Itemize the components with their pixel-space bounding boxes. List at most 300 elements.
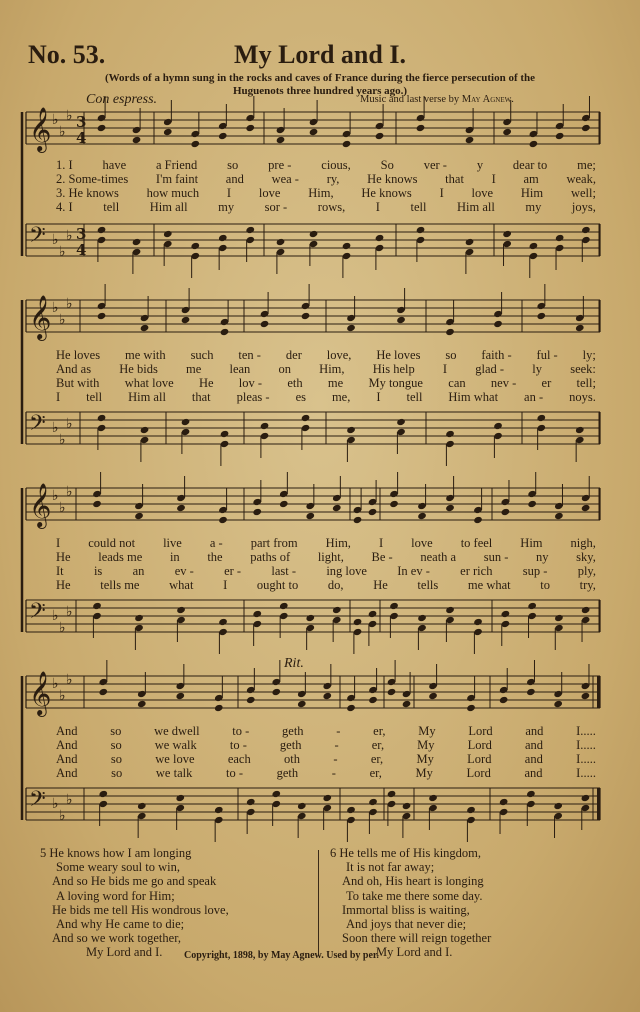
note-head xyxy=(466,704,476,712)
lyric-syllable: er, xyxy=(370,752,384,766)
note-head xyxy=(581,794,591,802)
time-signature-top: 3 xyxy=(76,113,87,131)
lyric-syllable: er, xyxy=(373,724,386,738)
lyric-syllable: Him all xyxy=(149,200,188,214)
lyric-syllable: such xyxy=(190,348,214,362)
lyric-syllable: that xyxy=(445,172,464,186)
lyric-syllable: sky, xyxy=(576,550,596,564)
lyric-syllable: and xyxy=(524,738,544,752)
verse-line: My Lord and I. xyxy=(376,945,453,960)
lyric-line xyxy=(56,724,596,738)
treble-clef: 𝄞 xyxy=(29,483,52,527)
lyric-syllable: do, xyxy=(327,578,344,592)
note-head xyxy=(181,418,191,426)
lyric-syllable: ten - xyxy=(238,348,261,362)
note-head xyxy=(346,324,356,332)
note-head xyxy=(368,696,378,704)
lyric-syllable: an xyxy=(132,564,145,578)
lyric-syllable: Him, xyxy=(325,536,351,550)
note-head xyxy=(368,610,378,618)
lyric-syllable: y xyxy=(476,158,484,172)
lyric-syllable: so xyxy=(227,158,239,172)
lyric-syllable: I xyxy=(491,172,496,186)
note-head xyxy=(220,430,230,438)
lyric-syllable: live xyxy=(163,536,182,550)
lyric-line xyxy=(56,766,596,780)
flat-sign: ♭ xyxy=(59,688,66,704)
note-head xyxy=(214,704,224,712)
tempo-marking: Con espress. xyxy=(86,92,158,107)
note-head xyxy=(445,430,455,438)
lyric-syllable: leads me xyxy=(98,550,143,564)
note-head xyxy=(499,798,509,806)
lyric-syllable: we walk xyxy=(154,738,197,752)
lyric-syllable: ny xyxy=(536,550,549,564)
hymn-number: No. 53. xyxy=(28,40,106,69)
lyric-line xyxy=(56,550,596,564)
lyric-line xyxy=(56,376,596,390)
lyric-syllable: He xyxy=(373,578,388,592)
flat-sign: ♭ xyxy=(66,108,73,124)
note-head xyxy=(526,688,536,696)
note-head xyxy=(473,618,483,626)
lyric-syllable: I..... xyxy=(576,752,596,766)
note-head xyxy=(445,328,455,336)
lyric-syllable: paths of xyxy=(250,550,291,564)
lyric-syllable: He loves xyxy=(56,348,101,362)
note-head xyxy=(332,606,342,614)
lyric-syllable: tell xyxy=(103,200,120,214)
note-head xyxy=(575,324,585,332)
note-head xyxy=(301,414,311,422)
verse-line: 5 He knows how I am longing xyxy=(40,846,192,860)
lyric-syllable: part from xyxy=(250,536,298,550)
note-head xyxy=(134,614,144,622)
lyric-line xyxy=(56,158,596,172)
lyric-syllable: how much xyxy=(146,186,200,200)
note-head xyxy=(132,136,142,144)
treble-clef: 𝄞 xyxy=(29,107,52,151)
lyric-syllable: we talk xyxy=(155,766,193,780)
note-head xyxy=(375,132,385,140)
note-head xyxy=(190,242,200,250)
note-head xyxy=(396,418,406,426)
lyric-syllable: I xyxy=(376,390,381,404)
lyric-syllable: to - xyxy=(225,766,243,780)
note-head xyxy=(245,226,255,234)
lyric-syllable: sor - xyxy=(264,200,288,214)
lyric-syllable: er rich xyxy=(460,564,493,578)
lyric-syllable: He knows xyxy=(361,186,412,200)
lyric-syllable: to feel xyxy=(460,536,493,550)
lyric-syllable: love xyxy=(258,186,281,200)
note-head xyxy=(301,312,311,320)
note-head xyxy=(445,504,455,512)
lyric-syllable: - xyxy=(334,738,339,752)
lyric-syllable: I xyxy=(223,578,228,592)
lyric-syllable: me, xyxy=(331,390,351,404)
note-head xyxy=(245,124,255,132)
note-head xyxy=(134,512,144,520)
lyric-syllable: wea - xyxy=(271,172,299,186)
note-head xyxy=(581,504,591,512)
lyric-syllable: tells xyxy=(417,578,439,592)
lyric-syllable: tell; xyxy=(576,376,596,390)
lyric-syllable: ly; xyxy=(582,348,596,362)
verse-line: Some weary soul to win, xyxy=(56,860,180,875)
lyric-syllable: nigh, xyxy=(570,536,596,550)
note-head xyxy=(526,790,536,798)
lyric-syllable: last - xyxy=(271,564,297,578)
flat-sign: ♭ xyxy=(52,796,59,812)
lyric-syllable: my xyxy=(218,200,235,214)
note-head xyxy=(276,238,286,246)
note-head xyxy=(501,610,511,618)
lyric-syllable: Him xyxy=(520,186,544,200)
note-head xyxy=(271,790,281,798)
lyric-syllable: er, xyxy=(371,738,385,752)
lyric-syllable: I xyxy=(439,186,444,200)
note-head xyxy=(98,688,108,696)
lyric-syllable: we love xyxy=(155,752,195,766)
hymn-title: My Lord and I. xyxy=(234,40,406,69)
note-head xyxy=(466,806,476,814)
flat-sign: ♭ xyxy=(52,420,59,436)
lyric-syllable: I..... xyxy=(576,724,596,738)
lyric-syllable: Lord xyxy=(468,724,493,738)
lyric-syllable: ing love xyxy=(326,564,367,578)
flat-sign: ♭ xyxy=(52,112,59,128)
lyric-syllable: we dwell xyxy=(154,724,200,738)
lyric-syllable: try, xyxy=(579,578,596,592)
note-head xyxy=(502,128,512,136)
lyric-syllable: 4. I xyxy=(56,200,73,214)
lyric-line xyxy=(56,362,596,376)
flat-sign: ♭ xyxy=(52,676,59,692)
lyric-syllable: He xyxy=(56,578,71,592)
note-head xyxy=(527,500,537,508)
verse-line: And joys that never die; xyxy=(346,917,467,932)
lyric-syllable: eth xyxy=(287,376,303,390)
note-head xyxy=(175,794,185,802)
lyric-syllable: lean xyxy=(229,362,251,376)
final-bar xyxy=(597,676,600,708)
lyric-syllable: geth xyxy=(279,738,302,752)
lyric-syllable: ly xyxy=(532,362,543,376)
verse-line: And so He bids me go and speak xyxy=(52,874,217,889)
flat-sign: ♭ xyxy=(59,244,66,260)
lyric-syllable: er, xyxy=(369,766,382,780)
note-head xyxy=(322,794,332,802)
note-head xyxy=(246,696,256,704)
lyric-syllable: der xyxy=(285,348,302,362)
note-head xyxy=(132,238,142,246)
lyric-syllable: weak, xyxy=(566,172,596,186)
lyric-line xyxy=(56,200,596,214)
note-head xyxy=(218,618,228,626)
lyric-syllable: the xyxy=(207,550,223,564)
lyric-syllable: Him, xyxy=(308,186,334,200)
note-head xyxy=(305,512,315,520)
note-head xyxy=(416,226,426,234)
note-head xyxy=(279,602,289,610)
note-head xyxy=(346,806,356,814)
lyrics-system-1 xyxy=(56,158,596,214)
bass-clef: 𝄢 xyxy=(29,411,46,441)
note-head xyxy=(181,316,191,324)
lyric-syllable: to xyxy=(540,578,551,592)
lyric-syllable: Lord xyxy=(467,752,492,766)
note-head xyxy=(97,226,107,234)
verse-line: Soon there will reign together xyxy=(342,931,492,946)
lyric-syllable: ev - xyxy=(174,564,194,578)
lyric-syllable: It xyxy=(56,564,64,578)
note-head xyxy=(555,132,565,140)
note-head xyxy=(529,140,539,148)
note-head xyxy=(218,516,228,524)
lyric-syllable: So xyxy=(380,158,394,172)
bass-clef: 𝄢 xyxy=(29,599,46,629)
flat-sign: ♭ xyxy=(59,808,66,824)
lyric-syllable: And xyxy=(56,738,78,752)
note-head xyxy=(581,692,591,700)
lyric-syllable: so xyxy=(445,348,457,362)
note-head xyxy=(260,320,270,328)
lyric-syllable: tell xyxy=(410,200,427,214)
note-head xyxy=(218,234,228,242)
flat-sign: ♭ xyxy=(52,232,59,248)
lyrics-system-4 xyxy=(56,724,596,780)
lyric-syllable: to - xyxy=(229,738,247,752)
lyric-syllable: er - xyxy=(224,564,242,578)
note-head xyxy=(176,606,186,614)
note-head xyxy=(499,696,509,704)
lyric-syllable: er xyxy=(541,376,552,390)
lyric-syllable: Him all xyxy=(128,390,166,404)
lyric-syllable: es xyxy=(295,390,306,404)
note-head xyxy=(279,500,289,508)
lyric-syllable: But with xyxy=(56,376,100,390)
note-head xyxy=(137,802,147,810)
flat-sign: ♭ xyxy=(52,300,59,316)
lyric-syllable: in xyxy=(169,550,180,564)
note-head xyxy=(402,700,412,708)
lyric-syllable: - xyxy=(331,766,336,780)
lyric-syllable: so xyxy=(111,766,123,780)
lyric-line xyxy=(56,536,596,550)
note-head xyxy=(368,508,378,516)
flat-sign: ♭ xyxy=(59,312,66,328)
note-head xyxy=(297,802,307,810)
note-head xyxy=(554,614,564,622)
lyric-syllable: pleas - xyxy=(236,390,270,404)
note-head xyxy=(375,234,385,242)
lyric-syllable: 3. He knows xyxy=(56,186,119,200)
note-head xyxy=(553,700,563,708)
flat-sign: ♭ xyxy=(59,620,66,636)
lyric-syllable: He xyxy=(198,376,214,390)
lyric-syllable: so xyxy=(110,752,122,766)
flat-sign: ♭ xyxy=(59,124,66,140)
lyric-syllable: noys. xyxy=(569,390,596,404)
lyric-syllable: In ev - xyxy=(397,564,430,578)
note-head xyxy=(353,618,363,626)
lyric-syllable: to - xyxy=(232,724,250,738)
lyric-syllable: He bids xyxy=(119,362,158,376)
lyric-syllable: - xyxy=(336,724,341,738)
lyric-syllable: a Friend xyxy=(156,158,198,172)
lyric-syllable: ry, xyxy=(326,172,340,186)
note-head xyxy=(353,516,363,524)
lyric-syllable: geth xyxy=(276,766,299,780)
verse-line: It is not far away; xyxy=(346,860,435,875)
lyric-syllable: and xyxy=(524,766,543,780)
subtitle-line-1: (Words of a hymn sung in the rocks and caves of France during the fierce persecution of the xyxy=(104,72,536,84)
lyric-syllable: ply, xyxy=(577,564,596,578)
lyric-syllable: sun - xyxy=(483,550,509,564)
note-head xyxy=(473,516,483,524)
treble-clef: 𝄞 xyxy=(29,671,52,715)
note-head xyxy=(163,230,173,238)
note-head xyxy=(396,316,406,324)
lyric-syllable: ver - xyxy=(423,158,447,172)
lyric-syllable: love, xyxy=(326,348,352,362)
lyric-syllable: am xyxy=(523,172,539,186)
note-head xyxy=(555,234,565,242)
note-head xyxy=(387,688,397,696)
lyric-syllable: me; xyxy=(577,158,596,172)
lyric-syllable: each xyxy=(227,752,251,766)
lyric-syllable: He xyxy=(56,550,71,564)
lyric-syllable: Lord xyxy=(466,766,491,780)
note-head xyxy=(536,312,546,320)
note-head xyxy=(97,312,107,320)
verse-line: Immortal bliss is waiting, xyxy=(342,902,470,917)
lyric-syllable: Lord xyxy=(467,738,492,752)
lyric-syllable: 1. I xyxy=(56,158,73,172)
lyric-syllable: He loves xyxy=(376,348,421,362)
note-head xyxy=(402,802,412,810)
note-head xyxy=(297,700,307,708)
note-head xyxy=(175,692,185,700)
lyric-syllable: is xyxy=(93,564,103,578)
lyric-syllable: Him what xyxy=(448,390,499,404)
verse-line: And oh, His heart is longing xyxy=(342,874,484,889)
lyric-syllable: me xyxy=(186,362,202,376)
verse-line: 6 He tells me of His kingdom, xyxy=(330,846,482,860)
note-head xyxy=(417,512,427,520)
lyric-syllable: I xyxy=(56,390,61,404)
flat-sign: ♭ xyxy=(52,488,59,504)
lyric-syllable: me xyxy=(327,376,344,390)
lyric-syllable: tell xyxy=(406,390,423,404)
lyric-syllable: He knows xyxy=(367,172,418,186)
copyright-notice: Copyright, 1898, by May Agnew. Used by per. xyxy=(184,950,379,961)
lyric-syllable: that xyxy=(191,390,211,404)
lyric-syllable: ful - xyxy=(536,348,558,362)
note-head xyxy=(554,512,564,520)
lyric-syllable: I..... xyxy=(576,738,596,752)
note-head xyxy=(309,230,319,238)
lyric-syllable: I xyxy=(56,536,61,550)
lyric-syllable: what love xyxy=(124,376,174,390)
note-head xyxy=(342,242,352,250)
lyric-syllable: 2. Some-times xyxy=(56,172,129,186)
lyric-syllable: light, xyxy=(317,550,344,564)
note-head xyxy=(92,602,102,610)
flat-sign: ♭ xyxy=(66,604,73,620)
note-head xyxy=(502,230,512,238)
note-head xyxy=(140,324,150,332)
verse-line: To take me there some day. xyxy=(346,888,483,903)
note-head xyxy=(465,238,475,246)
treble-clef: 𝄞 xyxy=(29,295,52,339)
lyric-syllable: seek: xyxy=(570,362,596,376)
lyric-syllable: could not xyxy=(88,536,136,550)
verse-divider xyxy=(318,850,319,956)
lyric-syllable: My tongue xyxy=(368,376,423,390)
flat-sign: ♭ xyxy=(59,500,66,516)
lyric-line xyxy=(56,578,596,592)
lyric-syllable: and xyxy=(524,752,543,766)
lyric-syllable: me with xyxy=(125,348,166,362)
note-head xyxy=(346,426,356,434)
bass-clef: 𝄢 xyxy=(29,787,46,817)
lyric-line xyxy=(56,390,596,404)
note-head xyxy=(97,124,107,132)
note-head xyxy=(92,500,102,508)
lyric-syllable: tell xyxy=(86,390,103,404)
lyric-syllable: I..... xyxy=(576,766,596,780)
note-head xyxy=(581,124,591,132)
lyric-line xyxy=(56,348,596,362)
note-head xyxy=(214,806,224,814)
note-head xyxy=(220,328,230,336)
lyric-syllable: nev - xyxy=(490,376,517,390)
note-head xyxy=(575,426,585,434)
note-head xyxy=(322,692,332,700)
note-head xyxy=(581,606,591,614)
lyrics-system-2 xyxy=(56,348,596,404)
lyric-syllable: joys, xyxy=(571,200,596,214)
lyric-syllable: dear to xyxy=(512,158,548,172)
note-head xyxy=(342,140,352,148)
flat-sign: ♭ xyxy=(66,792,73,808)
note-head xyxy=(527,602,537,610)
lyric-syllable: I xyxy=(442,362,448,376)
note-head xyxy=(252,610,262,618)
lyric-syllable: so xyxy=(110,738,122,752)
lyric-syllable: I'm faint xyxy=(155,172,199,186)
lyric-syllable: can xyxy=(448,376,466,390)
note-head xyxy=(465,136,475,144)
lyric-line xyxy=(56,172,596,186)
note-head xyxy=(309,128,319,136)
note-head xyxy=(260,422,270,430)
note-head xyxy=(493,320,503,328)
lyric-syllable: my xyxy=(525,200,542,214)
note-head xyxy=(529,242,539,250)
note-head xyxy=(581,226,591,234)
note-head xyxy=(190,140,200,148)
lyric-syllable: love xyxy=(411,536,433,550)
verse-5 xyxy=(40,846,310,960)
time-signature-bottom: 4 xyxy=(76,241,87,259)
lyric-line xyxy=(56,738,596,752)
lyric-syllable: what xyxy=(169,578,194,592)
note-head xyxy=(387,790,397,798)
note-head xyxy=(276,136,286,144)
